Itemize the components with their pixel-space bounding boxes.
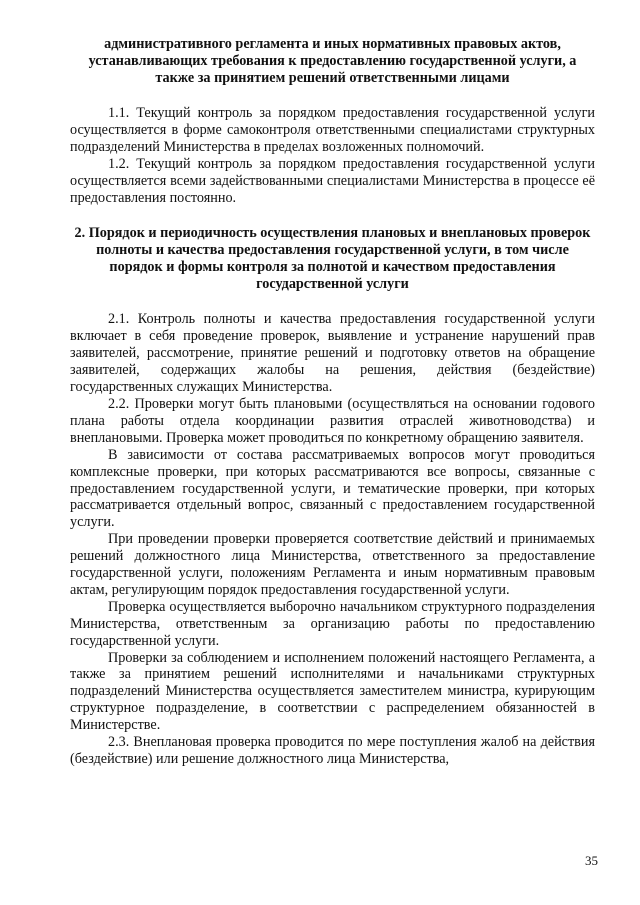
paragraph-1-1: 1.1. Текущий контроль за порядком предоставления государственной услуги осуществляется в форме самоконтроля ответственными специалистами структурных подразделений Министерства в пределах возложенных полномочий. [70, 105, 595, 155]
paragraph-2-2: 2.2. Проверки могут быть плановыми (осуществляться на основании годового плана работы отдела координации развития отраслей животноводства) и внеплановыми. Проверка может проводиться по конкретному обращению заявителя. [70, 395, 595, 446]
section-2-body [70, 311, 595, 767]
document-page [70, 36, 595, 768]
section-heading-2: 2. Порядок и периодичность осуществления плановых и внеплановых проверок полноты и качества предоставления государственной услуги, в том числе порядок и формы контроля за полнотой и качеством предоставления государственной услуги [74, 225, 591, 293]
section-heading-1: административного регламента и иных нормативных правовых актов, устанавливающих требования к предоставлению государственной услуги, а также за принятием решений ответственными лицами [88, 36, 577, 86]
page-number: 35 [585, 853, 598, 868]
paragraph-2-2-b: При проведении проверки проверяется соответствие действий и принимаемых решений должностного лица Министерства, ответственного за предоставление государственной услуги, положениям Регламента и иным нормативным правовым актам, регулирующим порядок предоставления государственной услуги. [70, 531, 595, 598]
paragraph-1-2: 1.2. Текущий контроль за порядком предоставления государственной услуги осуществляется всеми задействованными специалистами Министерства в процессе её предоставления постоянно. [70, 155, 595, 206]
paragraph-2-3: 2.3. Внеплановая проверка проводится по мере поступления жалоб на действия (бездействие) или решение должностного лица Министерства, [70, 734, 595, 767]
paragraph-2-2-d: Проверки за соблюдением и исполнением положений настоящего Регламента, а также за принятием решений исполнителями и начальниками структурных подразделений Министерства осуществляется заместителем министра, курирующим структурное подразделение, в соответствии с распределением обязанностей в Министерстве. [70, 649, 595, 734]
paragraph-2-2-c: Проверка осуществляется выборочно начальником структурного подразделения Министерства, ответственным за организацию работы по предоставлению государственной услуги. [70, 598, 595, 649]
section-1-body [70, 105, 595, 206]
paragraph-2-1: 2.1. Контроль полноты и качества предоставления государственной услуги включает в себя проведение проверок, выявление и устранение нарушений прав заявителей, рассмотрение, принятие решений и подготовку ответов на обращение заявителей, содержащих жалобы на решения, действия (бездействие) государственных служащих Министерства. [70, 311, 595, 396]
paragraph-2-2-a: В зависимости от состава рассматриваемых вопросов могут проводиться комплексные проверки, при которых рассматриваются все вопросы, связанные с предоставлением государственной услуги, и тематические проверки, при которых рассматривается отдельный вопрос, связанный с предоставлением государственной услуги. [70, 446, 595, 531]
